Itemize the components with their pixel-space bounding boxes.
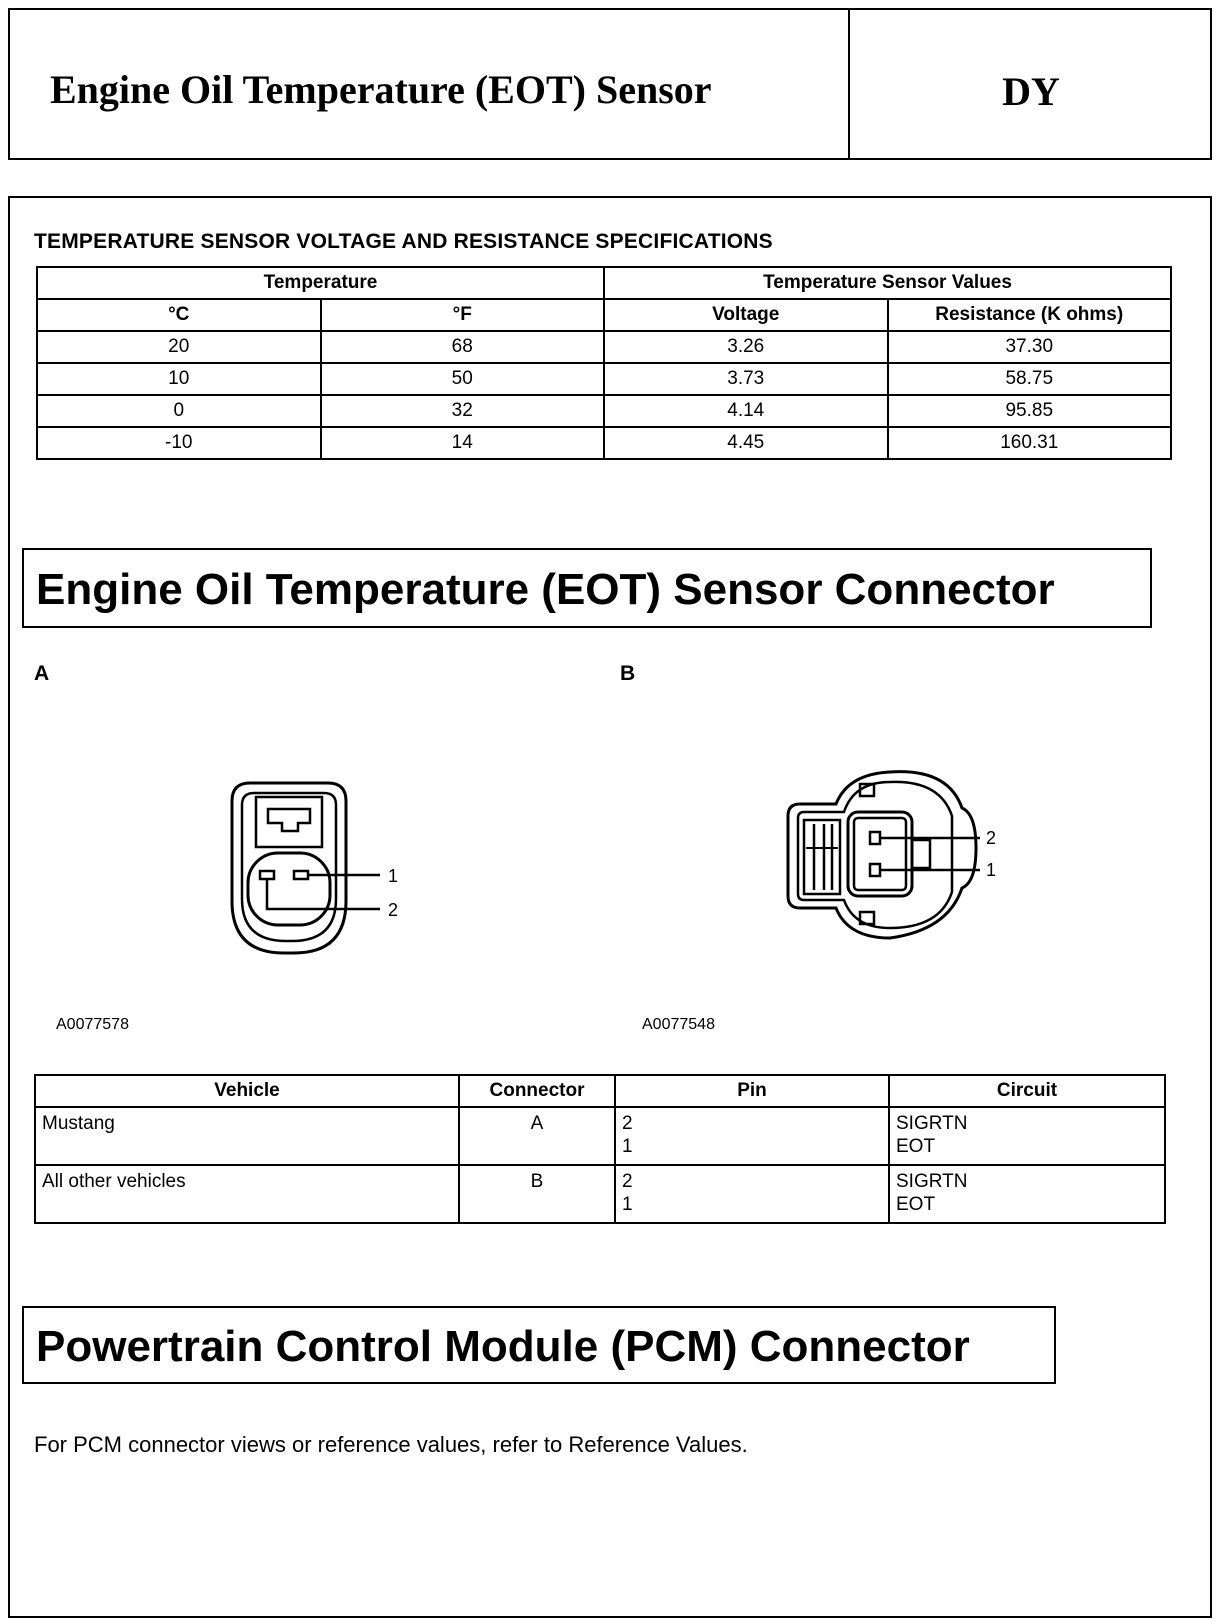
connector-b-latch-body [804,820,840,894]
connector-a-pin-cavity [248,853,330,925]
spec-table [36,266,1172,460]
group-header-sensor-values: Temperature Sensor Values [604,267,1171,299]
column-header-connector: Connector [459,1075,615,1107]
figure-b-id: A0077548 [642,1016,715,1033]
column-header-resistance: Resistance (K ohms) [888,299,1172,331]
connector-b-diagram [780,760,1030,950]
connector-pin-table [34,1074,1166,1224]
connector-a-latch [256,797,322,847]
circuit-value: EOT [896,1194,936,1215]
spec-table-title: TEMPERATURE SENSOR VOLTAGE AND RESISTANCE SPECIFICATIONS [34,230,773,253]
table-cell: -10 [37,427,321,459]
table-cell: 4.14 [604,395,888,427]
table-cell: 10 [37,363,321,395]
column-header-voltage: Voltage [604,299,888,331]
page-title: Engine Oil Temperature (EOT) Sensor [50,67,712,112]
table-cell: 4.45 [604,427,888,459]
table-cell: 14 [321,427,605,459]
circuit-cell [889,1107,1165,1165]
pcm-reference-note: For PCM connector views or reference values, refer to Reference Values. [34,1432,748,1457]
table-row [35,1165,1165,1223]
column-header-pin: Pin [615,1075,889,1107]
table-cell: 20 [37,331,321,363]
table-cell: 0 [37,395,321,427]
pin-cell [615,1165,889,1223]
pin-value: 2 [622,1171,633,1192]
table-row [37,331,1171,363]
table-cell: 3.73 [604,363,888,395]
section-code: DY [1002,69,1060,114]
connector-a-diagram [220,775,440,965]
spec-column-header-row [37,299,1171,331]
connector-b-pin-cavity [848,812,912,896]
connector-a-pin-2 [260,871,274,879]
connector-cell: B [459,1165,615,1223]
group-header-temperature: Temperature [37,267,604,299]
table-row [37,363,1171,395]
pin-1-callout: 1 [986,860,997,880]
connector-a-pin-1 [294,871,308,879]
connector-b-pin-1 [870,864,880,876]
pin-1-callout: 1 [388,866,399,886]
figure-a-label: A [34,662,50,685]
table-cell: 50 [321,363,605,395]
pin-2-callout: 2 [388,900,399,920]
circuit-value: EOT [896,1136,936,1157]
table-cell: 68 [321,331,605,363]
column-header-fahrenheit: °F [321,299,605,331]
connector-section-heading: Engine Oil Temperature (EOT) Sensor Connector [22,548,1152,628]
circuit-value: SIGRTN [896,1171,968,1192]
connector-a-latch-tab [268,809,310,831]
table-row [37,427,1171,459]
pin-value: 1 [622,1194,633,1215]
connector-b-side-lock [912,840,930,868]
connector-b-pin-2 [870,832,880,844]
table-cell: 32 [321,395,605,427]
table-cell: 3.26 [604,331,888,363]
column-header-circuit: Circuit [889,1075,1165,1107]
pin-2-callout: 2 [986,828,997,848]
page-header [8,8,1212,160]
pin-cell [615,1107,889,1165]
table-row [37,395,1171,427]
table-cell: 160.31 [888,427,1172,459]
vehicle-cell: All other vehicles [35,1165,459,1223]
table-cell: 95.85 [888,395,1172,427]
pin-2-leader [267,879,380,909]
column-header-celsius: °C [37,299,321,331]
circuit-cell [889,1165,1165,1223]
table-cell: 58.75 [888,363,1172,395]
connector-b-pin-frame [854,818,906,890]
connector-b-outer-housing [788,772,976,938]
column-header-vehicle: Vehicle [35,1075,459,1107]
connector-cell: A [459,1107,615,1165]
table-cell: 37.30 [888,331,1172,363]
figure-a-id: A0077578 [56,1016,129,1033]
table-row [35,1107,1165,1165]
circuit-value: SIGRTN [896,1113,968,1134]
pin-value: 2 [622,1113,633,1134]
connector-table-header-row [35,1075,1165,1107]
vehicle-cell: Mustang [35,1107,459,1165]
pin-value: 1 [622,1136,633,1157]
pcm-section-heading: Powertrain Control Module (PCM) Connector [22,1306,1056,1384]
spec-group-header-row [37,267,1171,299]
figure-b-label: B [620,662,636,685]
